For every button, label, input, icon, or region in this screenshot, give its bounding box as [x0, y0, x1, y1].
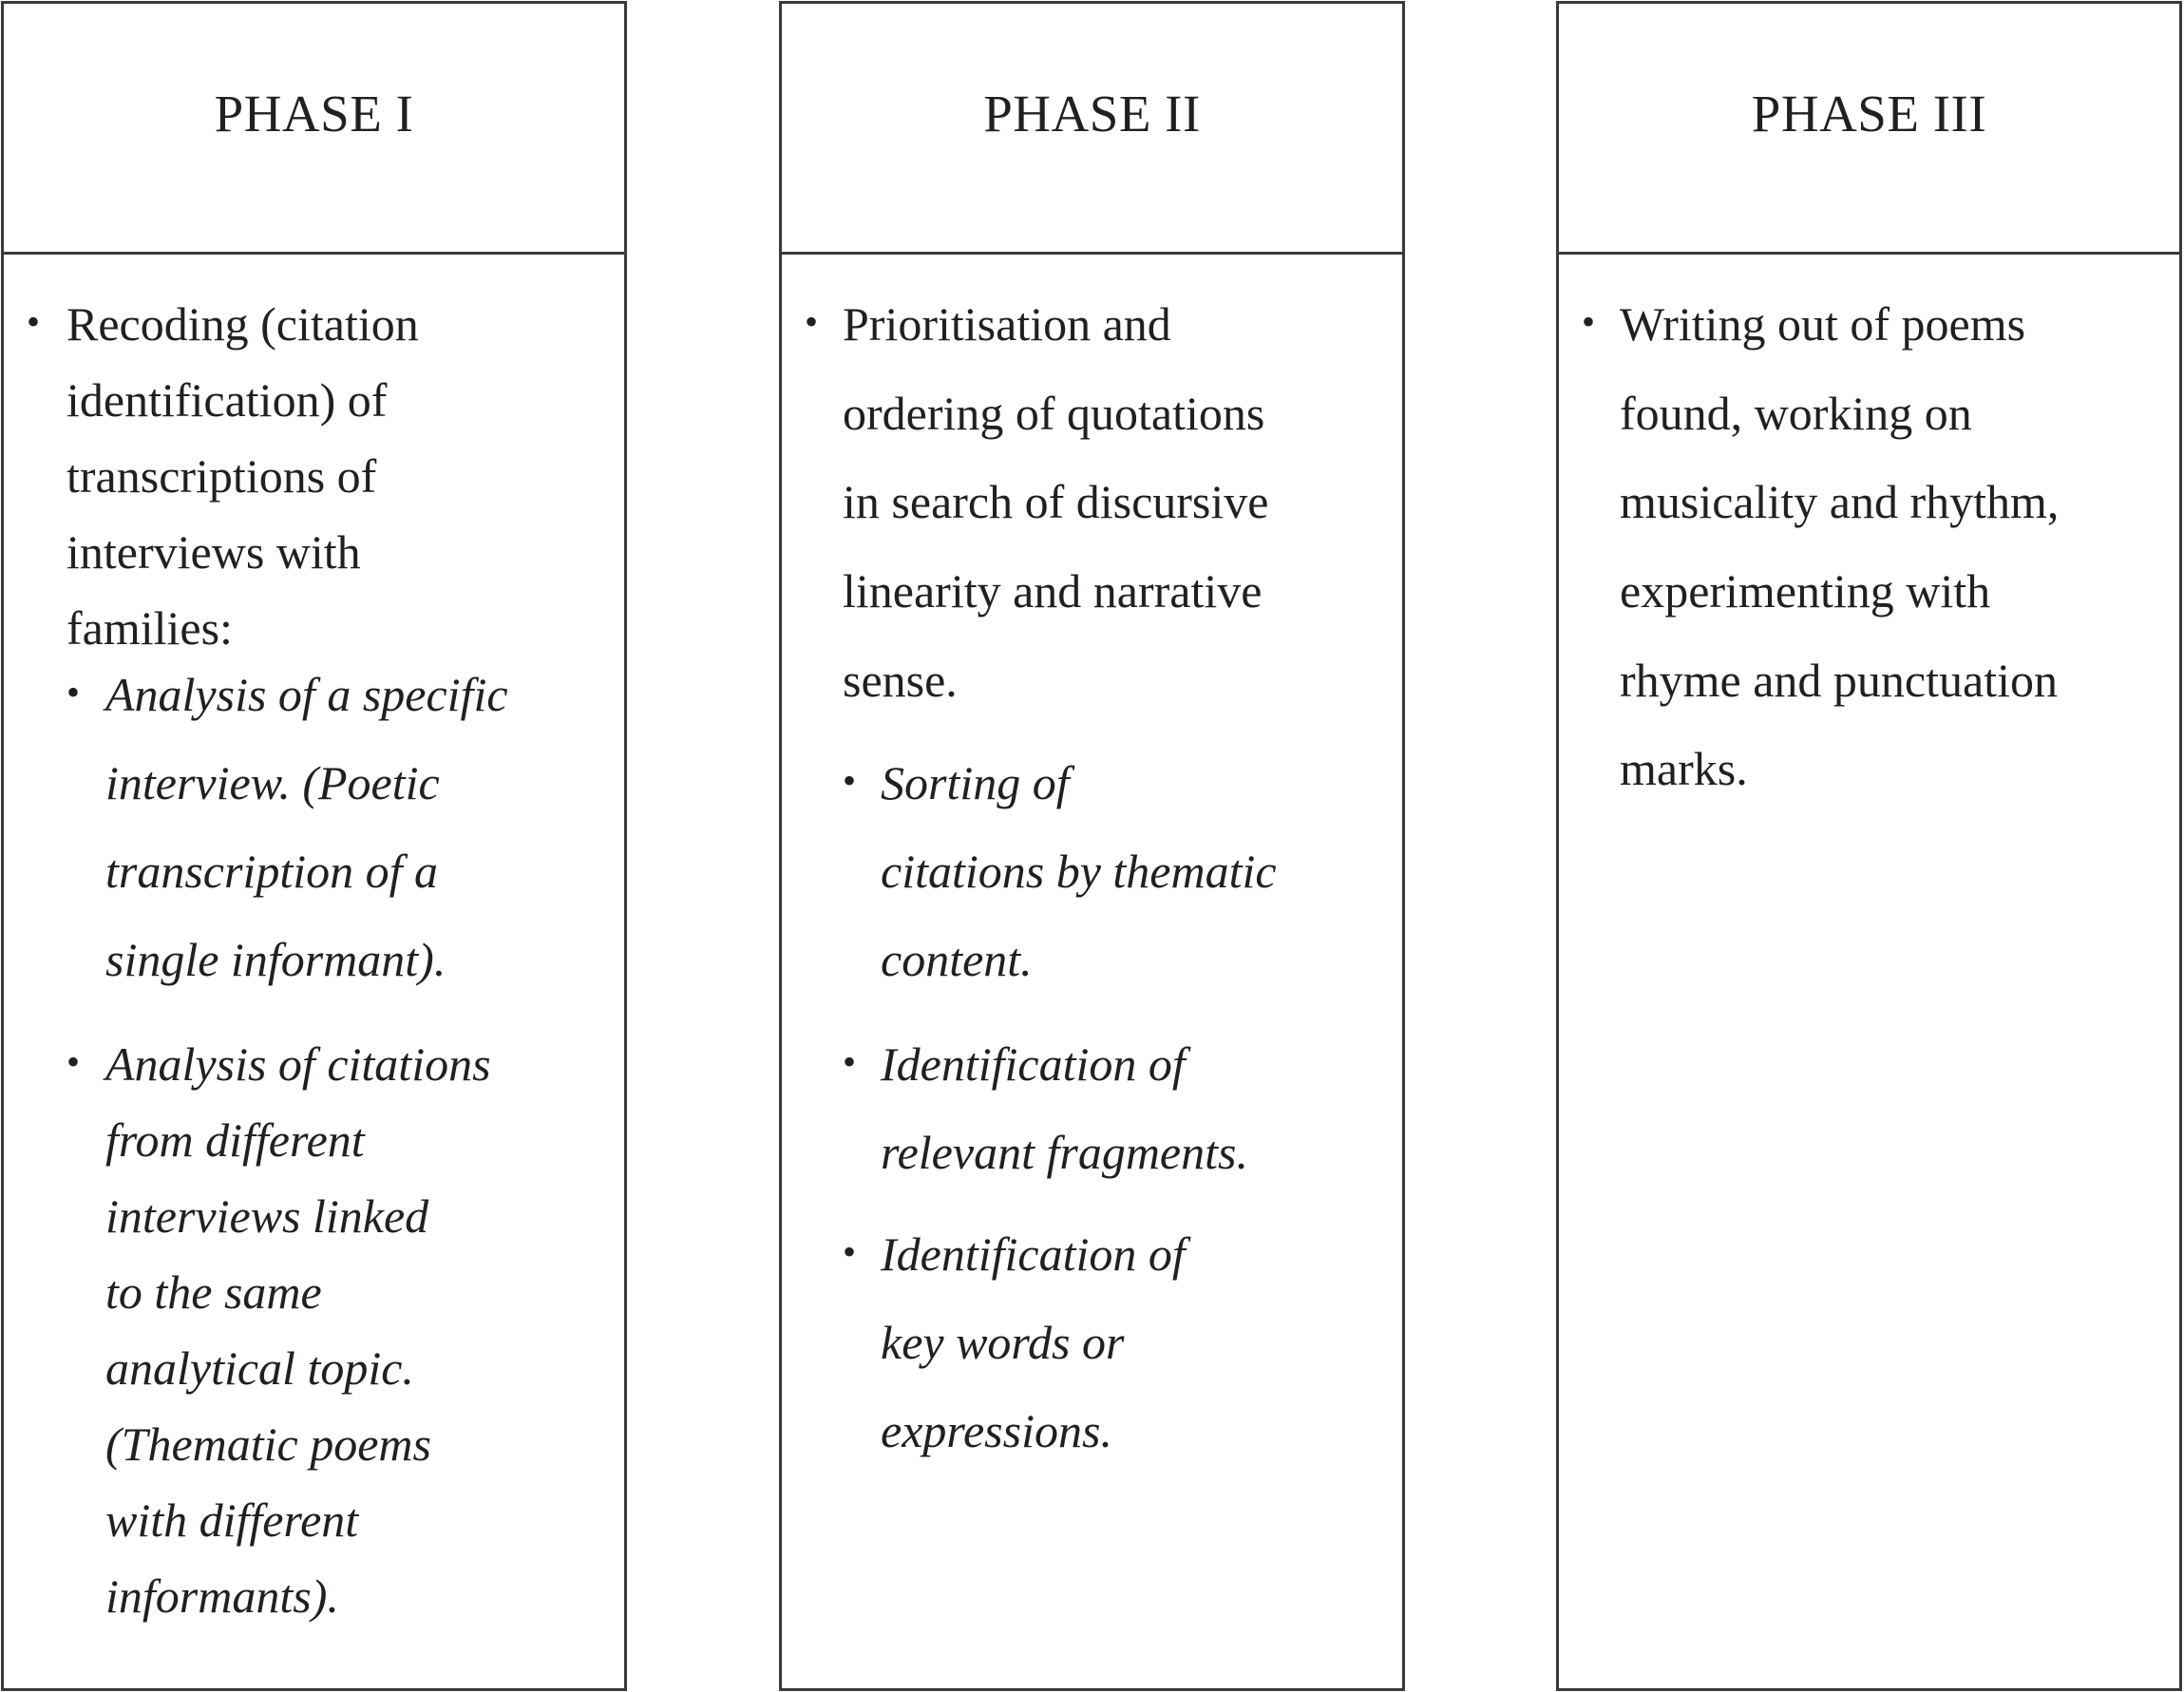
phase-3-title: PHASE III — [1751, 85, 1987, 143]
phase-2-main-line: Prioritisation and — [843, 297, 1171, 351]
phase-2-sub-line: content. — [881, 933, 1033, 986]
phase-1-title: PHASE I — [214, 85, 414, 143]
phase-1-sub-line: analytical topic. — [105, 1341, 414, 1395]
phase-1-sub-line: from different — [105, 1113, 365, 1167]
phase-2-sub-line: expressions. — [881, 1404, 1112, 1457]
phase-1-sub-line: transcription of a — [105, 845, 439, 898]
phase-3-main-bullet: • — [1582, 300, 1596, 343]
phase-1-sub-line: interviews linked — [105, 1189, 429, 1243]
phase-3-main-line: musicality and rhythm, — [1620, 475, 2060, 528]
phase-1-main-line: identification) of — [66, 373, 388, 427]
phase-1-sub-bullet: • — [66, 671, 81, 713]
phase-3-main-line: found, working on — [1620, 387, 1972, 440]
phase-3-main-line: marks. — [1620, 742, 1748, 795]
phase-2-sub-bullet: • — [843, 1040, 857, 1083]
phase-3-main-line: rhyme and punctuation — [1620, 654, 2058, 707]
phase-3-column — [1556, 1, 2182, 1691]
phase-2-sub-bullet: • — [843, 759, 857, 802]
phase-2-sub-line: key words or — [881, 1316, 1125, 1369]
phase-1-sub-line: interview. (Poetic — [105, 756, 440, 809]
phase-2-title: PHASE II — [983, 85, 1201, 143]
phase-2-main-line: in search of discursive — [843, 475, 1269, 528]
phase-2-sub-line: Identification of — [881, 1037, 1186, 1091]
phase-1-main-bullet: • — [27, 300, 41, 343]
phase-2-header — [782, 4, 1402, 255]
phase-1-header — [4, 4, 624, 255]
phase-1-column — [1, 1, 627, 1691]
phase-1-sub-line: single informant). — [105, 933, 446, 986]
phase-2-sub-bullet: • — [843, 1230, 857, 1273]
phase-1-sub-line: Analysis of a specific — [105, 668, 508, 721]
phase-2-sub-line: Identification of — [881, 1227, 1186, 1281]
phase-3-main-line: Writing out of poems — [1620, 297, 2026, 351]
phase-3-header — [1559, 4, 2179, 255]
phase-1-sub-line: to the same — [105, 1265, 322, 1319]
phase-1-sub-line: (Thematic poems — [105, 1417, 431, 1471]
phase-1-main-line: transcriptions of — [66, 449, 377, 503]
phase-2-sub-line: citations by thematic — [881, 845, 1277, 898]
phase-1-sub-line: Analysis of citations — [105, 1037, 491, 1091]
phase-1-main-line: interviews with — [66, 525, 361, 579]
phase-2-main-line: sense. — [843, 654, 958, 707]
phase-2-sub-line: relevant fragments. — [881, 1126, 1248, 1179]
phase-1-sub-line: with different — [105, 1493, 359, 1547]
phase-1-main-line: Recoding (citation — [66, 297, 419, 351]
phase-3-main-line: experimenting with — [1620, 564, 1991, 618]
phase-2-column — [779, 1, 1405, 1691]
phase-1-sub-line: informants). — [105, 1569, 339, 1623]
phase-2-main-line: ordering of quotations — [843, 387, 1265, 440]
phase-1-sub-bullet: • — [66, 1040, 81, 1083]
phase-2-sub-line: Sorting of — [881, 756, 1070, 809]
phase-2-main-line: linearity and narrative — [843, 564, 1263, 618]
phase-2-main-bullet: • — [805, 300, 819, 343]
phase-1-main-line: families: — [66, 601, 233, 655]
